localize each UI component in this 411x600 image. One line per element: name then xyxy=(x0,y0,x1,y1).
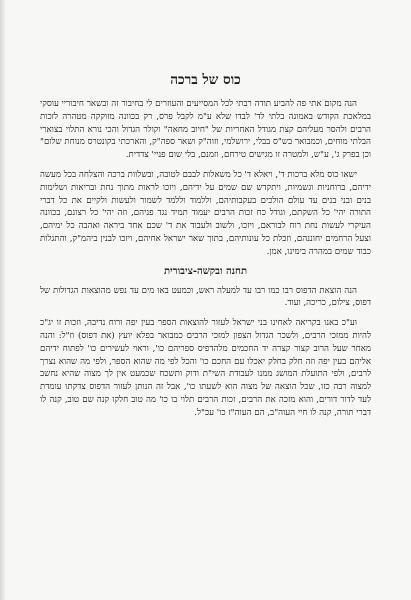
intro-paragraph-2: ישאו כוס מלא ברכות ד', ויאלא ד' כל משאלות לבבם לטובה, ובשלוות ברכה והצלחה בכל מעשה ידיהם, ברוחניות וגשמיות, ויתקדש שם שמים על ידיהם, ויזכו לראות מתוך נחת ובריאות ושלימות בנים ובני בנים עד עולם הולכים בעקבותיהם, וללמוד וללמד לשמור ולעשות ולקיים את כל דברי התורה יהי' כל השקתם, וגודל כח זכות הרבים יעמוד תמיד נגד פניהם, וזה יהי' כל רצונם, בכוונה העיקרי לעשות נחת רוח לבוראם, ויזכו, ולשוב ולעבוד את ד' שכם אחד ביראה ואהבה כל ימיהם, וצעל הרחמים יחוננהם, וזכלת כל עונותיהם, בתוך שאר ישראל אחיהם, ויזכו לבנין ביהמ"ק, והתגלות כבוד שמים במהרה בימינו, אמן. xyxy=(40,169,371,257)
section-subheading: תחנה ובקשה-ציבורית xyxy=(163,265,248,277)
closing-paragraph-2: וע"כ באנו בקריאה לאחינו בני ישראל לעזור להוצאות הספר בעין יפה ורוח נדיבה, וזכות זו יג"כ להיות ממזכי הרבים, ולשכר הגדול הצפון למזכי הרבים כמבואר בפלא יועץ (את דפוס) וז"ל: והנה מאחר שעל הרוב קצור קצרה יד החכמים מלהדפיס ספריהם כו', וראוי לעשירים כו' לפתוח ידיהם אליהם בעין יפה וזה חלק בחלק יאכלו עם החכם כו' והכל לפי מה שהוא הספר, ולפי מה שהוא נצרך לרבים, ולפי התועלת המושג ממנו לעבודת השי"ת ודוק ותשכח שכמעט אין לך מצוה שהיא נחשב למצוה רבה כזו, שכל הוצאה של מצוה הוא לשעתו כו', אבל זה הנותן לעזור הדפוס צדקתו עומדת לעד לדור דורים, והוא מזכה את הרבים, זכות הרבים תלוי בו כו' מה טוב חלקו קנה שם טוב, קנה לו דברי תורה, קנה לו חיי העוה"ב, הם העוה"ז כו' עכ"ל. xyxy=(40,318,371,418)
page-edge-shadow xyxy=(0,0,6,600)
closing-paragraph-1: הנה הוצאת הדפוס רבו כמו רבו עד למעלה ראש, וכמעט באו מים עד נפש מהוצאות הגדולות של דפוס, צילום, כריכה, ועוד. xyxy=(40,285,371,309)
page-heading: כוס של ברכה xyxy=(170,72,241,88)
intro-paragraph-1: הנה מקום אתי פה להביע תודה רבתי לכל המסייעים והעוזרים לי בחיבור זה ובשאר חיבוריי עוסקי במלאכת הקודש באמונה בלתי לד' לבדו שלא ע"מ לקבל פרס, רק בכוונה מזוקקה מטהרה לזכות הרבים ולהסר מעליהם קצת מגודל האחריות של "חיוב מחאה" וקולר הגדול והכי נורא התלוי בצוארי הבלתי מוחים, וכמבואר בש"ס בבלי, ירושלמי, וזוה"ק ושאר ספה"ק, והארכתי בקונטרס מנוחת שלום" וכן בפרק ג', ע"ש, ולמטרה זו מגישים טירחם, וזמנם, בלי שום פניי' צדדית. xyxy=(40,99,371,161)
